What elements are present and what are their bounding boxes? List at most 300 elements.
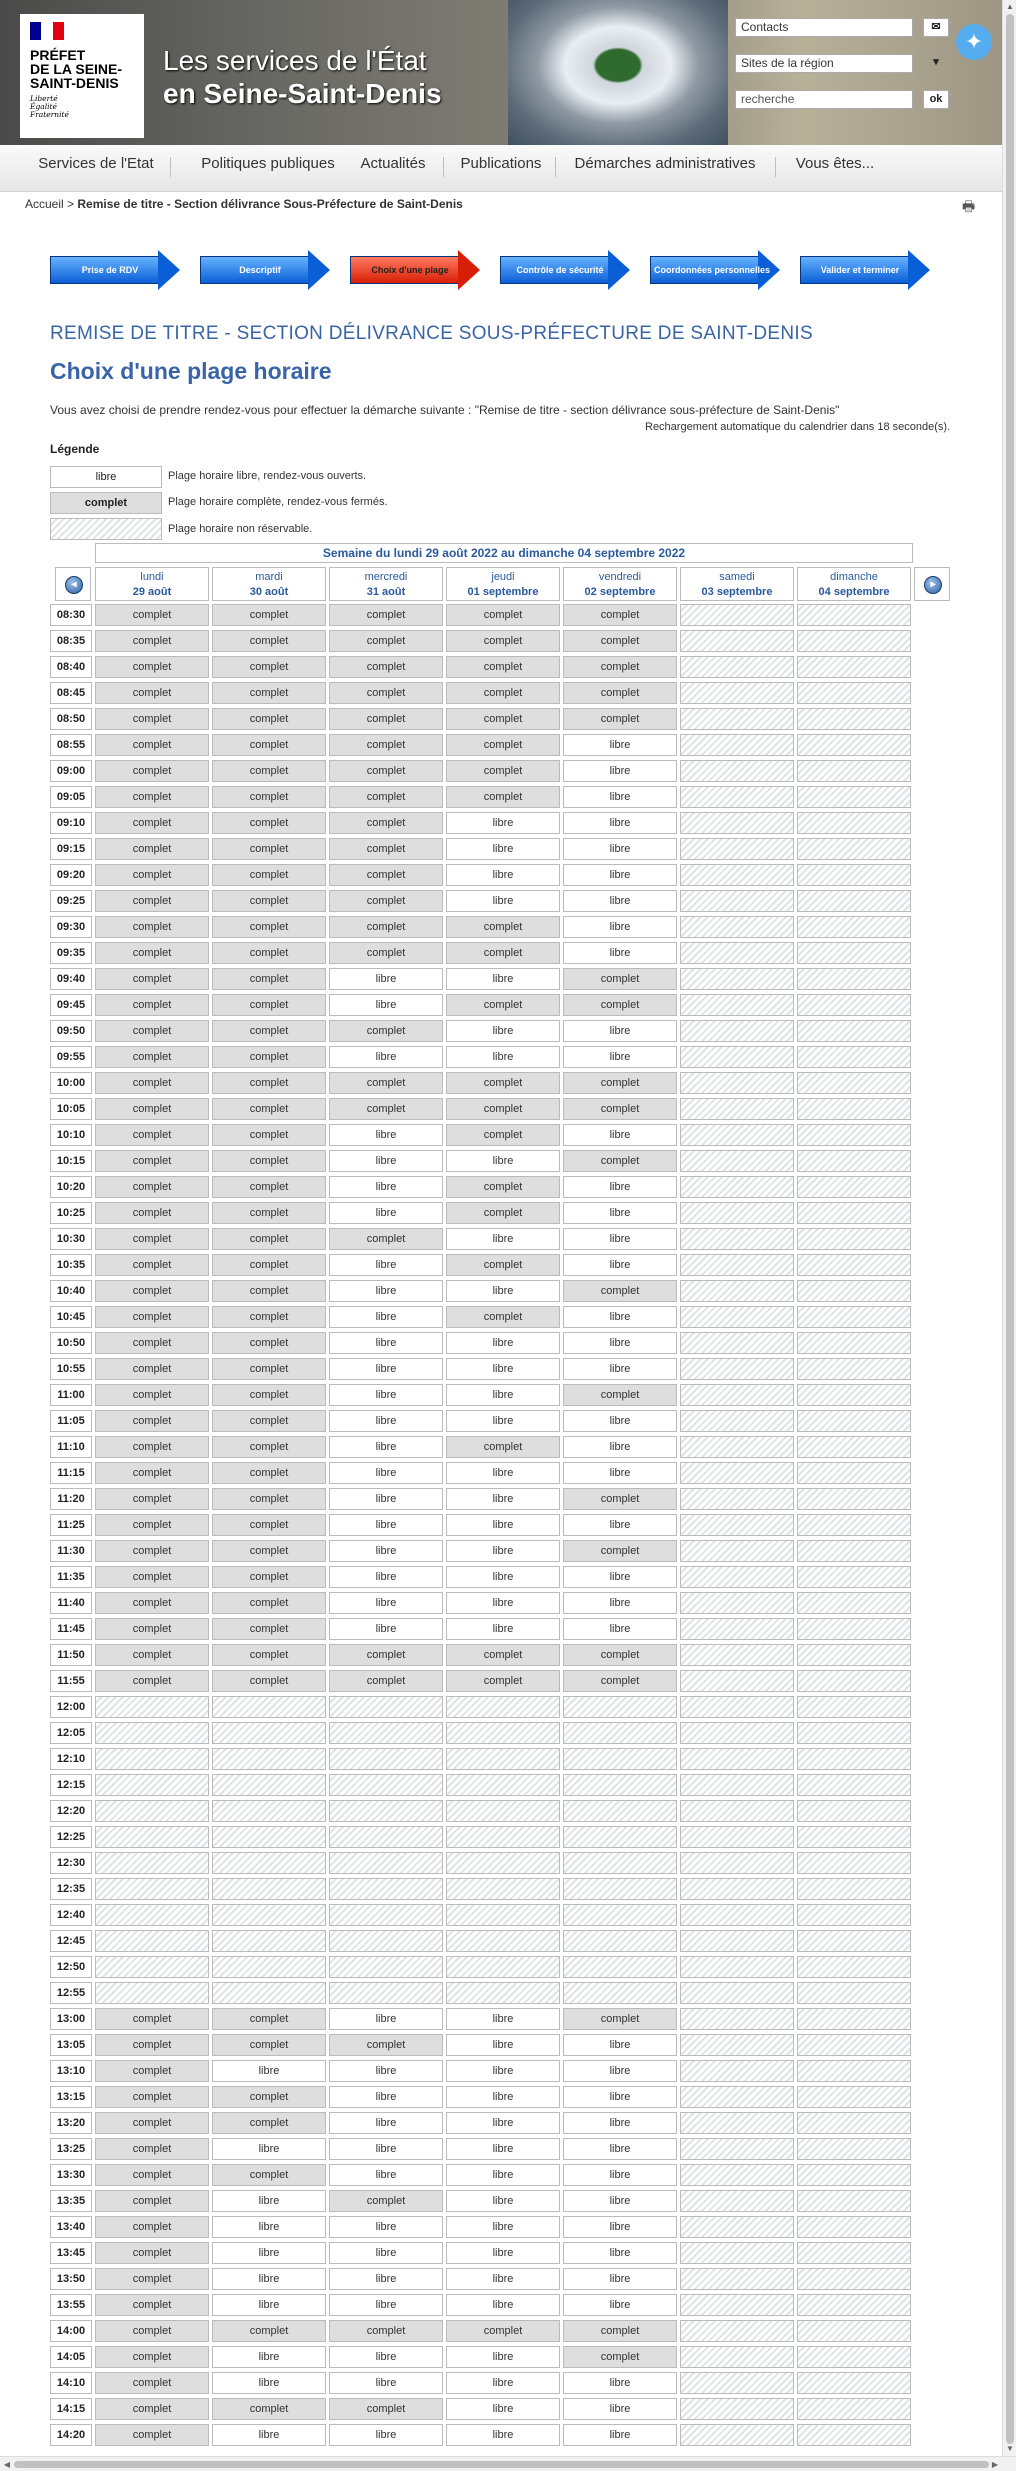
slot-libre[interactable]: libre [446,1488,560,1510]
slot-non-reservable [563,1774,677,1796]
slot-libre[interactable]: libre [563,2034,677,2056]
slot-libre[interactable]: libre [563,1410,677,1432]
slot-non-reservable [680,2034,794,2056]
slot-time: 09:45 [50,994,92,1016]
slot-non-reservable [797,2216,911,2238]
slot-libre[interactable]: libre [446,838,560,860]
slot-complet: complet [95,1410,209,1432]
slot-non-reservable [797,1410,911,1432]
slot-libre[interactable]: libre [563,1436,677,1458]
slot-complet: complet [95,812,209,834]
slot-time: 14:10 [50,2372,92,2394]
slot-libre[interactable]: libre [446,2164,560,2186]
slot-libre[interactable]: libre [563,2294,677,2316]
step-6[interactable] [800,250,930,290]
slot-libre[interactable]: libre [563,1566,677,1588]
slot-libre[interactable]: libre [212,2424,326,2446]
slot-libre[interactable]: libre [563,1176,677,1198]
slot-time: 08:45 [50,682,92,704]
slot-libre[interactable]: libre [446,1332,560,1354]
slot-time: 08:35 [50,630,92,652]
slot-non-reservable [680,1930,794,1952]
slot-complet: complet [95,1332,209,1354]
slot-libre[interactable]: libre [563,1332,677,1354]
slot-libre[interactable]: libre [446,2008,560,2030]
slot-non-reservable [680,2060,794,2082]
slot-libre[interactable]: libre [446,1046,560,1068]
slot-libre[interactable]: libre [212,2190,326,2212]
nav-item[interactable]: Actualités [360,155,426,172]
slot-libre[interactable]: libre [446,1410,560,1432]
slot-non-reservable [797,1046,911,1068]
slot-non-reservable [680,2086,794,2108]
slot-non-reservable [680,1046,794,1068]
slot-complet: complet [329,942,443,964]
slot-complet: complet [95,1358,209,1380]
site-title-line2: en Seine-Saint-Denis [163,78,442,109]
day-header [563,567,677,601]
slot-libre[interactable]: libre [329,2008,443,2030]
slot-non-reservable [212,1800,326,1822]
chevron-down-icon[interactable]: ▾ [933,56,939,68]
slot-libre[interactable]: libre [446,890,560,912]
slot-libre[interactable]: libre [446,2268,560,2290]
slot-non-reservable [680,1982,794,2004]
slot-libre[interactable]: libre [329,1358,443,1380]
slot-libre[interactable]: libre [446,864,560,886]
slot-non-reservable [680,2164,794,2186]
header-photo [508,0,728,145]
slot-libre[interactable]: libre [446,1358,560,1380]
slot-time: 08:55 [50,734,92,756]
slot-complet: complet [446,682,560,704]
slot-complet: complet [212,1670,326,1692]
slot-complet: complet [212,734,326,756]
slot-libre[interactable]: libre [329,2268,443,2290]
slot-non-reservable [680,2242,794,2264]
slot-libre[interactable]: libre [563,2398,677,2420]
slot-complet: complet [329,656,443,678]
contacts-link[interactable]: Contacts [735,18,913,37]
slot-libre[interactable]: libre [563,2112,677,2134]
slot-libre[interactable]: libre [446,1566,560,1588]
day-header [446,567,560,601]
nav-item[interactable]: Démarches administratives [574,155,756,172]
search-ok-button[interactable]: ok [923,90,949,109]
slot-libre[interactable]: libre [329,2216,443,2238]
slot-libre[interactable]: libre [563,2164,677,2186]
slot-non-reservable [95,1748,209,1770]
slot-complet: complet [95,2398,209,2420]
slot-libre[interactable]: libre [329,2346,443,2368]
slot-complet: complet [446,2320,560,2342]
slot-non-reservable [797,1696,911,1718]
slot-complet: complet [95,1306,209,1328]
day-date: 31 août [366,586,406,598]
slot-libre[interactable]: libre [563,1124,677,1146]
slot-libre[interactable]: libre [329,1046,443,1068]
slot-libre[interactable]: libre [563,786,677,808]
nav-item[interactable]: Services de l'Etat [38,155,154,172]
slot-libre[interactable]: libre [563,1046,677,1068]
prefecture-logo[interactable] [20,14,144,138]
slot-libre[interactable]: libre [329,1384,443,1406]
slot-non-reservable [797,994,911,1016]
search-input[interactable]: recherche [735,90,913,109]
slot-complet: complet [95,1566,209,1588]
nav-item[interactable]: Politiques publiques [201,155,335,172]
slot-libre[interactable]: libre [329,1618,443,1640]
slot-libre[interactable]: libre [329,2424,443,2446]
slot-time: 11:35 [50,1566,92,1588]
slot-libre[interactable]: libre [563,1618,677,1640]
nav-item[interactable]: Publications [460,155,542,172]
slot-libre[interactable]: libre [329,968,443,990]
slot-libre[interactable]: libre [563,2372,677,2394]
slot-non-reservable [797,1228,911,1250]
print-icon[interactable]: 🖶 [962,198,976,214]
slot-non-reservable [680,1306,794,1328]
slot-complet: complet [446,630,560,652]
slot-libre[interactable]: libre [563,2060,677,2082]
slot-libre[interactable]: libre [563,890,677,912]
slot-libre[interactable]: libre [563,2424,677,2446]
slot-non-reservable [680,604,794,626]
twitter-icon[interactable]: ✦ [956,24,992,60]
slot-libre[interactable]: libre [563,1514,677,1536]
slot-non-reservable [329,1982,443,2004]
slot-complet: complet [329,838,443,860]
slot-libre[interactable]: libre [446,968,560,990]
slot-complet: complet [95,1280,209,1302]
legend-nonreservable-swatch [50,518,162,540]
slot-non-reservable [797,1748,911,1770]
scroll-down-icon[interactable]: ▼ [1006,2444,1014,2453]
slot-libre[interactable]: libre [446,2398,560,2420]
slot-time: 10:35 [50,1254,92,1276]
slot-libre[interactable]: libre [329,1592,443,1614]
slot-libre[interactable]: libre [563,812,677,834]
slot-non-reservable [95,1696,209,1718]
slot-libre[interactable]: libre [563,2268,677,2290]
step-5[interactable] [650,250,780,290]
slot-complet: complet [212,1150,326,1172]
vertical-scroll-thumb[interactable] [1006,14,1014,2444]
scroll-right-icon[interactable]: ▶ [991,2460,999,2469]
slot-libre[interactable]: libre [212,2268,326,2290]
slot-libre[interactable]: libre [446,2242,560,2264]
slot-libre[interactable]: libre [563,2190,677,2212]
slot-libre[interactable]: libre [329,1176,443,1198]
slot-complet: complet [212,1098,326,1120]
slot-libre[interactable]: libre [563,1592,677,1614]
slot-non-reservable [680,734,794,756]
slot-libre[interactable]: libre [446,1228,560,1250]
slot-libre[interactable]: libre [446,2346,560,2368]
slot-libre[interactable]: libre [329,2242,443,2264]
slot-complet: complet [212,994,326,1016]
slot-complet: complet [212,1462,326,1484]
slot-libre[interactable]: libre [329,2164,443,2186]
slot-non-reservable [797,1930,911,1952]
breadcrumb-separator: > [63,197,78,211]
slot-non-reservable [563,1930,677,1952]
slot-complet: complet [212,1046,326,1068]
slot-complet: complet [329,1098,443,1120]
slot-complet: complet [212,838,326,860]
motto-line: Égalité [30,102,57,111]
slot-non-reservable [797,890,911,912]
slot-libre[interactable]: libre [446,2190,560,2212]
slot-complet: complet [329,1072,443,1094]
slot-non-reservable [797,1514,911,1536]
slot-non-reservable [680,1826,794,1848]
slot-time: 09:25 [50,890,92,912]
slot-libre[interactable]: libre [563,838,677,860]
slot-complet: complet [95,1072,209,1094]
slot-non-reservable [797,1670,911,1692]
previous-week-button[interactable] [55,567,91,601]
day-header [797,567,911,601]
slot-libre[interactable]: libre [212,2060,326,2082]
slot-complet: complet [95,2060,209,2082]
slot-libre[interactable]: libre [563,2216,677,2238]
slot-time: 11:00 [50,1384,92,1406]
slot-libre[interactable]: libre [212,2372,326,2394]
slot-non-reservable [680,1748,794,1770]
slot-non-reservable [797,1462,911,1484]
slot-complet: complet [563,2320,677,2342]
slot-non-reservable [797,682,911,704]
slot-complet: complet [446,1202,560,1224]
slot-libre[interactable]: libre [329,994,443,1016]
slot-non-reservable [797,2086,911,2108]
slot-complet: complet [95,864,209,886]
slot-complet: complet [329,916,443,938]
slot-libre[interactable]: libre [329,1202,443,1224]
slot-non-reservable [446,1748,560,1770]
slot-libre[interactable]: libre [563,1462,677,1484]
slot-complet: complet [446,916,560,938]
slot-libre[interactable]: libre [446,2372,560,2394]
slot-libre[interactable]: libre [329,1488,443,1510]
slot-non-reservable [680,1696,794,1718]
slot-libre[interactable]: libre [563,916,677,938]
slot-libre[interactable]: libre [329,1124,443,1146]
slot-time: 13:30 [50,2164,92,2186]
slot-libre[interactable]: libre [329,2372,443,2394]
slot-non-reservable [797,1800,911,1822]
slot-complet: complet [95,656,209,678]
slot-time: 09:40 [50,968,92,990]
slot-time: 12:00 [50,1696,92,1718]
slot-non-reservable [797,2320,911,2342]
slot-libre[interactable]: libre [446,2086,560,2108]
slot-complet: complet [212,1644,326,1666]
scroll-left-icon[interactable]: ◀ [3,2460,11,2469]
slot-libre[interactable]: libre [563,734,677,756]
slot-complet: complet [95,1254,209,1276]
slot-time: 09:35 [50,942,92,964]
slot-libre[interactable]: libre [446,2424,560,2446]
slot-libre[interactable]: libre [446,2294,560,2316]
slot-complet: complet [95,734,209,756]
slot-complet: complet [212,786,326,808]
slot-complet: complet [95,2086,209,2108]
slot-libre[interactable]: libre [212,2346,326,2368]
slot-complet: complet [212,1488,326,1510]
slot-non-reservable [797,1384,911,1406]
slot-non-reservable [95,1800,209,1822]
slot-complet: complet [446,1098,560,1120]
slot-complet: complet [563,2346,677,2368]
slot-time: 11:10 [50,1436,92,1458]
slot-libre[interactable]: libre [329,2112,443,2134]
slot-libre[interactable]: libre [212,2216,326,2238]
slot-non-reservable [680,2008,794,2030]
slot-complet: complet [446,1072,560,1094]
slot-libre[interactable]: libre [446,2112,560,2134]
slot-time: 09:15 [50,838,92,860]
slot-libre[interactable]: libre [446,1514,560,1536]
slot-libre[interactable]: libre [329,1514,443,1536]
step-2[interactable] [200,250,330,290]
slot-non-reservable [680,1462,794,1484]
nav-item[interactable]: Vous êtes... [795,155,875,172]
logo-motto [30,95,134,119]
slot-libre[interactable]: libre [563,864,677,886]
slot-libre[interactable]: libre [446,1020,560,1042]
slot-libre[interactable]: libre [563,1228,677,1250]
vertical-scrollbar[interactable] [1002,0,1016,2456]
slot-libre[interactable]: libre [329,1566,443,1588]
slot-complet: complet [563,2008,677,2030]
next-week-button[interactable] [914,567,950,601]
slot-libre[interactable]: libre [329,2060,443,2082]
slot-non-reservable [680,1072,794,1094]
slot-libre[interactable]: libre [446,2216,560,2238]
slot-libre[interactable]: libre [563,1020,677,1042]
breadcrumb-home[interactable]: Accueil [25,197,64,211]
slot-libre[interactable]: libre [563,1254,677,1276]
slot-libre[interactable]: libre [446,1280,560,1302]
day-name: samedi [719,571,755,583]
step-3[interactable] [350,250,480,290]
slot-complet: complet [95,942,209,964]
slot-libre[interactable]: libre [329,1332,443,1354]
slot-non-reservable [797,1358,911,1380]
slot-non-reservable [797,838,911,860]
slot-non-reservable [797,1176,911,1198]
slot-libre[interactable]: libre [329,1254,443,1276]
slot-time: 13:50 [50,2268,92,2290]
slot-libre[interactable]: libre [212,2138,326,2160]
scroll-up-icon[interactable]: ▲ [1006,2,1014,11]
slot-libre[interactable]: libre [329,1462,443,1484]
slot-non-reservable [680,1774,794,1796]
slot-complet: complet [563,708,677,730]
slot-libre[interactable]: libre [329,1410,443,1432]
slot-non-reservable [563,1878,677,1900]
slot-libre[interactable]: libre [446,2060,560,2082]
slot-complet: complet [95,838,209,860]
slot-non-reservable [680,2138,794,2160]
slot-complet: complet [212,1254,326,1276]
slot-libre[interactable]: libre [446,1592,560,1614]
slot-libre[interactable]: libre [563,1358,677,1380]
horizontal-scroll-thumb[interactable] [14,2461,989,2468]
slot-complet: complet [95,916,209,938]
slot-non-reservable [797,2346,911,2368]
slot-non-reservable [563,1956,677,1978]
slot-libre[interactable]: libre [212,2294,326,2316]
legend-libre-swatch: libre [50,466,162,488]
slot-libre[interactable]: libre [446,1384,560,1406]
slot-complet: complet [563,1644,677,1666]
breadcrumb [25,197,463,211]
slot-libre[interactable]: libre [446,1618,560,1640]
step-4[interactable] [500,250,630,290]
mail-icon[interactable]: ✉ [923,18,949,37]
slot-libre[interactable]: libre [446,2034,560,2056]
slot-complet: complet [212,1306,326,1328]
step-1[interactable] [50,250,180,290]
slot-libre[interactable]: libre [563,2086,677,2108]
slot-non-reservable [797,1618,911,1640]
region-sites-select[interactable] [735,54,913,73]
slot-libre[interactable]: libre [446,1540,560,1562]
slot-non-reservable [797,1306,911,1328]
slot-non-reservable [797,1124,911,1146]
slot-complet: complet [212,604,326,626]
slot-libre[interactable]: libre [446,1462,560,1484]
slot-complet: complet [212,1020,326,1042]
slot-libre[interactable]: libre [563,760,677,782]
slot-libre[interactable]: libre [329,1280,443,1302]
slot-libre[interactable]: libre [329,2294,443,2316]
slot-non-reservable [797,1540,911,1562]
site-title[interactable] [163,44,442,110]
slot-libre[interactable]: libre [446,1150,560,1172]
slot-complet: complet [95,2008,209,2030]
slot-libre[interactable]: libre [563,1202,677,1224]
horizontal-scrollbar[interactable] [0,2456,1016,2471]
slot-libre[interactable]: libre [563,2242,677,2264]
slot-non-reservable [680,2112,794,2134]
slot-libre[interactable]: libre [563,1306,677,1328]
slot-complet: complet [95,1046,209,1068]
slot-libre[interactable]: libre [329,1540,443,1562]
slot-libre[interactable]: libre [329,2086,443,2108]
slot-non-reservable [329,1774,443,1796]
slot-libre[interactable]: libre [329,1306,443,1328]
slot-libre[interactable]: libre [563,2138,677,2160]
slot-libre[interactable]: libre [329,2138,443,2160]
slot-non-reservable [680,838,794,860]
logo-line: DE LA SEINE- [30,61,123,77]
slot-libre[interactable]: libre [563,942,677,964]
slot-non-reservable [797,630,911,652]
marianne-flag-icon [30,22,64,40]
slot-libre[interactable]: libre [446,2138,560,2160]
slot-non-reservable [797,1098,911,1120]
slot-libre[interactable]: libre [212,2242,326,2264]
slot-complet: complet [212,864,326,886]
slot-libre[interactable]: libre [329,1436,443,1458]
slot-libre[interactable]: libre [329,1150,443,1172]
slot-libre[interactable]: libre [446,812,560,834]
slot-non-reservable [797,1488,911,1510]
